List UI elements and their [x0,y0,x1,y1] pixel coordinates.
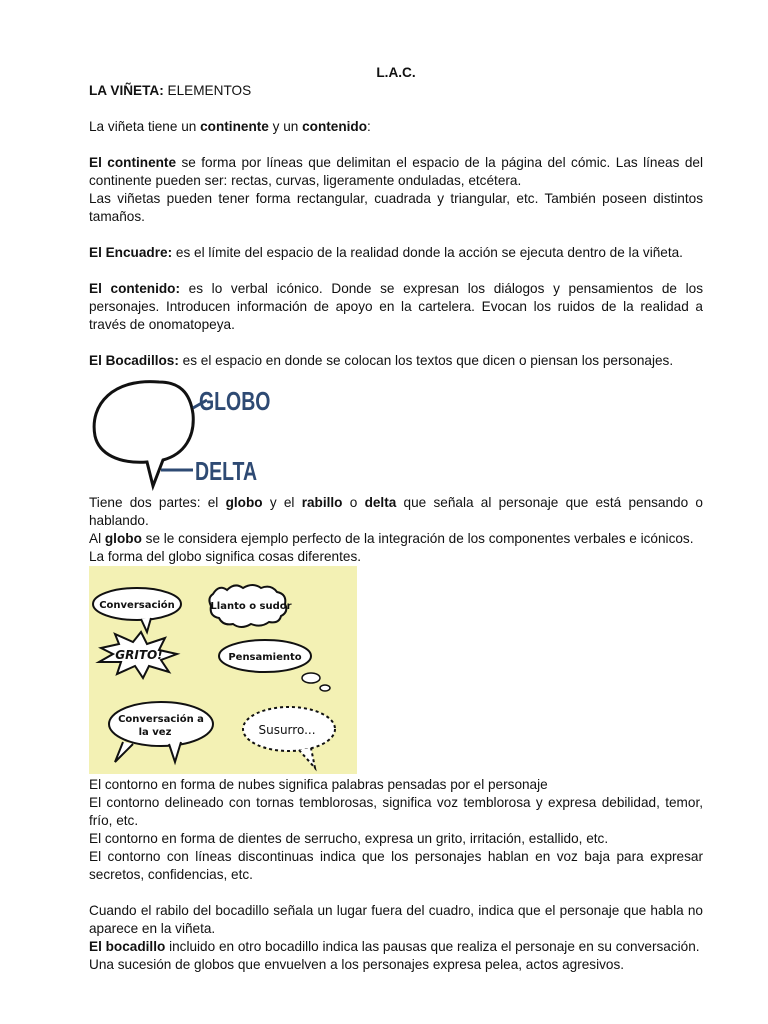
label-susurro: Susurro... [258,723,316,737]
globo-delta-diagram [89,374,271,492]
globo-label: GLOBO [199,386,271,416]
document-title: L.A.C. [376,65,416,80]
sucesion-globos-paragraph: Una sucesión de globos que envuelven a los personajes expresa pelea, actos agresivos. [89,957,625,972]
document-page [89,64,703,974]
globo-paragraph: Al globo se le considera ejemplo perfecto de la integración de los componentes verbales e icónicos. [89,531,694,546]
contenido-paragraph: El contenido: es lo verbal icónico. Donde se expresan los diálogos y pensamientos de los personajes. Introducen información de apoyo en la cartelera. Evocan los ruidos de la realidad a través de onomatopeya. [89,281,703,332]
bocadillo-incluido-paragraph: El bocadillo incluido en otro bocadillo indica las pausas que realiza el personaje en su conversación. [89,939,700,954]
delta-label: DELTA [195,456,258,486]
section-heading: LA VIÑETA: ELEMENTOS [89,83,252,98]
label-conversacion-vez-2: la vez [138,727,172,738]
encuadre-paragraph: El Encuadre: es el límite del espacio de la realidad donde la acción se ejecuta dentro de la viñeta. [89,245,683,260]
vinetas-forma-paragraph: Las viñetas pueden tener forma rectangular, cuadrada y triangular, etc. También poseen distintos tamaños. [89,191,703,224]
label-grito: GRITO! [115,648,163,662]
label-pensamiento: Pensamiento [228,652,302,663]
intro-paragraph: La viñeta tiene un continente y un contenido: [89,119,371,134]
contorno-serrucho: El contorno en forma de dientes de serrucho, expresa un grito, irritación, estallido, etc. [89,831,609,846]
contorno-tembloroso: El contorno delineado con tornas temblorosas, significa voz temblorosa y expresa debilidad, temor, frío, etc. [89,795,703,828]
bocadillo-types-illustration [89,566,357,774]
label-conversacion-vez-1: Conversación a [118,714,204,725]
label-conversacion: Conversación [99,600,175,611]
bocadillos-paragraph: El Bocadillos: es el espacio en donde se colocan los textos que dicen o piensan los personajes. [89,353,674,368]
rabilo-paragraph: Cuando el rabilo del bocadillo señala un lugar fuera del cuadro, indica que el personaje que habla no aparece en la viñeta. [89,903,703,936]
continente-paragraph: El continente se forma por líneas que delimitan el espacio de la página del cómic. Las líneas del continente pueden ser: rectas, curvas, ligeramente onduladas, etcétera. [89,155,703,188]
label-llanto: Llanto o sudor [210,601,292,612]
contorno-nubes: El contorno en forma de nubes significa palabras pensadas por el personaje [89,777,548,792]
contorno-discontinuo: El contorno con líneas discontinuas indica que los personajes hablan en voz baja para expresar secretos, confidencias, etc. [89,849,703,882]
partes-paragraph: Tiene dos partes: el globo y el rabillo o delta que señala al personaje que está pensando o hablando. [89,495,703,528]
forma-globo-line: La forma del globo significa cosas diferentes. [89,549,362,564]
